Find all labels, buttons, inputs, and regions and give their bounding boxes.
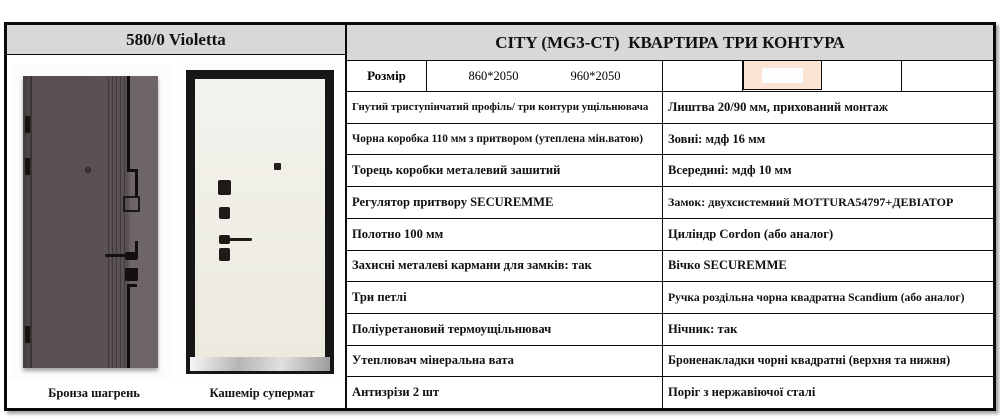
empty-cell: [902, 61, 993, 91]
hinge-icon: [25, 116, 30, 133]
spec-cell-right: Броненакладки чорні квадратні (верхня та нижня): [668, 353, 951, 368]
table-row: [347, 377, 993, 408]
cashmere-door-slab: [195, 79, 325, 366]
hinge-icon: [25, 158, 30, 175]
size-option: 860*2050: [468, 68, 519, 83]
spec-cell-left: Утеплювач мінеральна вата: [347, 346, 663, 377]
size-label: Розмір: [347, 61, 427, 91]
table-row: [347, 124, 993, 156]
bronze-door-slab: [23, 76, 158, 368]
spec-cell-right: Замок: двухсистемний MOTTURA54797+ДЕВІАТОР: [668, 194, 954, 209]
door-photos-area: [7, 55, 345, 408]
lock-plate-icon: [219, 207, 230, 219]
table-row: [347, 346, 993, 378]
door-handle-lever: [228, 238, 252, 241]
model-title: 580/0 Violetta: [7, 25, 345, 55]
spec-cell-left: Три петлі: [347, 282, 663, 313]
lock-plate-icon: [125, 268, 138, 281]
model-panel: [7, 25, 347, 408]
spec-cell-left: Поліуретановий термоущільнювач: [347, 314, 663, 345]
door-accent-line: [135, 169, 138, 198]
spec-cell-left: Регулятор притвору SECUREMME: [347, 187, 663, 218]
door-accent-line: [127, 284, 130, 368]
spec-cell-right: Лиштва 20/90 мм, прихований монтаж: [668, 99, 889, 114]
table-row: [347, 282, 993, 314]
table-row: [347, 187, 993, 219]
table-row: [347, 219, 993, 251]
spec-sheet: [4, 22, 996, 411]
escutcheon-icon: [218, 180, 231, 195]
swatch-inner: [762, 68, 803, 83]
color-swatch-cell: [743, 60, 822, 90]
table-row: [347, 155, 993, 187]
spec-cell-left: Полотно 100 мм: [347, 219, 663, 250]
hinge-icon: [25, 326, 30, 343]
spec-cell-right: Вічко SECUREMME: [668, 258, 787, 273]
spec-cell-left: Чорна коробка 110 мм з притвором (утеплена мін.ватою): [347, 124, 663, 155]
steel-threshold: [190, 357, 330, 371]
cashmere-door-caption: Кашемір супермат: [209, 386, 315, 400]
spec-panel: [347, 25, 993, 408]
size-values: [427, 61, 663, 91]
size-option: 960*2050: [570, 68, 621, 83]
empty-cell: [663, 61, 743, 91]
spec-cell-left: Гнутий триступінчатий профіль/ три контури ущільнювача: [347, 92, 663, 123]
spec-cell-left: Захисні металеві кармани для замків: так: [347, 251, 663, 282]
table-row: [347, 251, 993, 283]
spec-table: [347, 92, 993, 408]
spec-cell-right: Всередині: мдф 10 мм: [668, 163, 792, 178]
table-row: [347, 314, 993, 346]
size-row: [347, 61, 993, 92]
spec-cell-right: Ручка роздільна чорна квадратна Scandium (або аналог): [668, 291, 965, 305]
empty-cell: [822, 61, 902, 91]
door-accent-line: [127, 76, 130, 171]
spec-cell-left: Антизрізи 2 шт: [347, 377, 663, 408]
door-handle: [125, 252, 138, 260]
door-handle-lever: [105, 254, 127, 257]
peephole-icon: [274, 163, 281, 170]
door-grooves: [105, 76, 127, 368]
door-edge-line: [30, 76, 32, 368]
cashmere-door-image: [178, 62, 342, 383]
peephole-icon: [85, 167, 91, 173]
table-row: [347, 92, 993, 124]
bronze-door-image: [10, 64, 172, 380]
product-title: CITY (MG3-CT) КВАРТИРА ТРИ КОНТУРА: [347, 25, 993, 61]
spec-cell-left: Торець коробки металевий зашитий: [347, 155, 663, 186]
spec-cell-right: Поріг з нержавіючої сталі: [668, 385, 816, 400]
spec-cell-right: Зовні: мдф 16 мм: [668, 131, 766, 146]
spec-cell-right: Нічник: так: [668, 321, 738, 336]
lock-plate-icon: [219, 248, 230, 261]
bronze-door-caption: Бронза шагрень: [48, 386, 140, 400]
spec-cell-right: Циліндр Cordon (або аналог): [668, 226, 834, 241]
escutcheon-icon: [123, 196, 140, 212]
